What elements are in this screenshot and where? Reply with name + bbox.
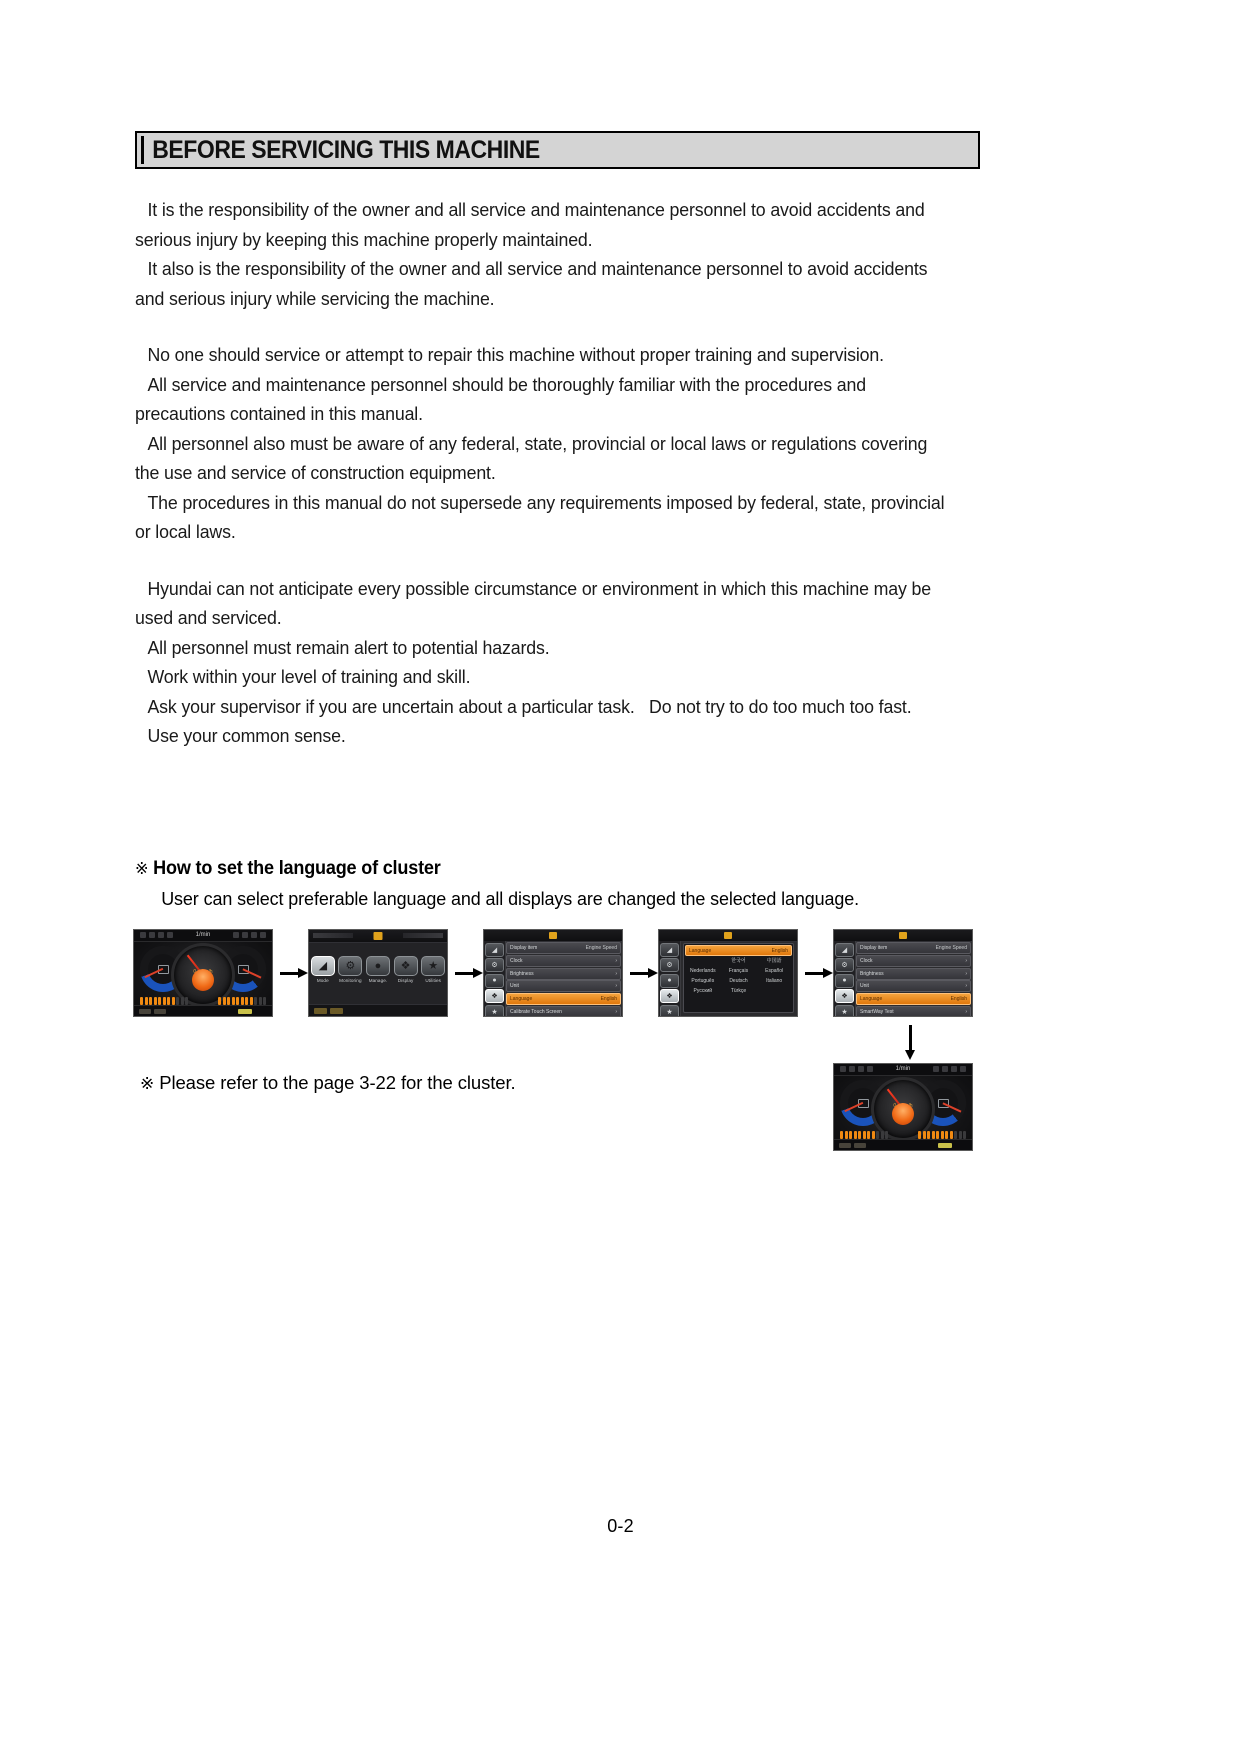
settings-row-value: ›	[965, 957, 967, 964]
settings-row-label: Unit	[860, 983, 869, 990]
sidebar-item-display[interactable]: ❖	[485, 989, 504, 1003]
language-selected-row[interactable]	[685, 945, 792, 956]
paragraph-3: No one should service or attempt to repair this machine without proper training and supervision.	[147, 344, 884, 365]
flow-arrow-down	[905, 1025, 915, 1061]
cluster-fuel-bargraph	[840, 1131, 888, 1139]
paragraph-9: Work within your level of training and skill.	[147, 666, 471, 687]
cluster-reference-note	[140, 1072, 516, 1094]
sidebar-item-monitoring[interactable]: ⚙	[835, 958, 854, 972]
sidebar-item-mode[interactable]: ◢	[660, 943, 679, 957]
language-section-subtext: User can select preferable language and all displays are changed the selected language.	[161, 888, 860, 909]
cluster-gauge-screen-result	[834, 1064, 972, 1150]
paragraph-gap-2	[135, 547, 985, 574]
cluster-temp-bargraph	[918, 1131, 966, 1139]
language-option[interactable]: Italiano	[766, 978, 783, 984]
settings-row-value: ›	[615, 957, 617, 964]
flow-panel-main-menu	[308, 929, 448, 1017]
settings-row-value: Engine Speed	[935, 945, 967, 951]
sidebar-item-manage[interactable]: ●	[485, 974, 504, 988]
settings-row-label: Unit	[510, 983, 519, 990]
settings-row-value: English	[950, 996, 967, 1003]
paragraph-4: All service and maintenance personnel should be thoroughly familiar with the procedures and precautions contained in this manual.	[135, 373, 871, 424]
sidebar-item-utilities[interactable]: ★	[835, 1005, 854, 1018]
settings-row-unit[interactable]	[856, 980, 971, 992]
settings-row-unit[interactable]	[506, 980, 621, 992]
machine-status-icon	[549, 932, 557, 939]
settings-row-label: Clock	[510, 957, 523, 964]
settings-row-value: English	[600, 996, 617, 1003]
settings-row-label: Calibrate Touch Screen	[510, 1008, 562, 1015]
paragraph-8: All personnel must remain alert to potential hazards.	[147, 636, 550, 658]
menu-item-mode-label: Mode	[316, 978, 329, 983]
section-header-inner	[141, 136, 978, 164]
settings-row-clock[interactable]	[856, 955, 971, 967]
settings-row-value: ›	[615, 983, 617, 990]
cluster-reference-note-text: Please refer to the page 3-22 for the cluster.	[159, 1072, 516, 1093]
language-option[interactable]: 中国語	[766, 958, 782, 964]
language-option[interactable]: 한국어	[731, 958, 746, 964]
page-number: 0-2	[607, 1516, 634, 1536]
tachometer-hub	[192, 969, 214, 991]
language-option[interactable]: Deutsch	[729, 978, 748, 984]
cluster-rpm-label: 1/min	[895, 1066, 911, 1072]
language-section-heading-text: How to set the language of cluster	[153, 858, 441, 879]
sidebar-item-manage[interactable]: ●	[835, 974, 854, 988]
flow-panel-cluster-start	[133, 929, 273, 1017]
language-option[interactable]: Русский	[693, 988, 713, 994]
language-setting-flow	[133, 929, 993, 1024]
flow-panel-display-settings	[483, 929, 623, 1017]
menu-item-mode[interactable]	[310, 956, 335, 983]
cluster-top-indicator-strip	[134, 930, 272, 942]
flow-arrow-3	[630, 968, 658, 978]
flow-panel-cluster-result	[833, 1063, 973, 1151]
machine-status-icon	[899, 932, 907, 939]
manage-icon: ●	[374, 959, 382, 972]
reference-mark-icon: ※	[135, 859, 149, 878]
settings-row-brightness[interactable]	[506, 968, 621, 980]
reference-mark-icon: ※	[140, 1074, 155, 1093]
flow-arrow-2	[455, 968, 483, 978]
language-select-screen	[659, 930, 797, 1016]
menu-item-display-label: Display	[397, 978, 414, 983]
paragraph-11: Use your common sense.	[147, 725, 346, 746]
utilities-icon: ★	[428, 959, 439, 972]
mode-icon: ◢	[318, 959, 328, 972]
machine-status-icon	[724, 932, 732, 939]
body-text	[135, 195, 985, 751]
settings-sidebar	[834, 941, 856, 1016]
settings-row-value: ›	[965, 1008, 967, 1015]
menu-item-monitoring-label: Monitoring	[339, 978, 362, 983]
flow-panel-display-settings-after	[833, 929, 973, 1017]
settings-row-display-item[interactable]	[856, 942, 971, 954]
main-menu-screen	[309, 930, 447, 1016]
cluster-bottom-strip	[134, 1005, 272, 1016]
sidebar-item-mode[interactable]: ◢	[835, 943, 854, 957]
cluster-temp-bargraph	[218, 997, 266, 1005]
settings-row-list	[506, 942, 621, 1015]
settings-row-label: Display item	[510, 945, 538, 951]
sidebar-item-monitoring[interactable]: ⚙	[485, 958, 504, 972]
language-options-panel	[683, 943, 794, 1013]
settings-row-language[interactable]	[856, 993, 971, 1005]
settings-row-label: Brightness	[860, 970, 884, 977]
monitoring-icon: ⚙	[345, 959, 356, 972]
menu-item-manage[interactable]	[365, 956, 390, 983]
settings-row-value: ›	[615, 970, 617, 977]
menu-item-monitoring[interactable]	[338, 956, 363, 983]
settings-row-calibrate-touch-screen[interactable]	[506, 1006, 621, 1017]
sidebar-item-manage[interactable]: ●	[660, 974, 679, 988]
display-settings-screen-after	[834, 930, 972, 1016]
menu-item-utilities-label: Utilities	[425, 978, 442, 983]
flow-arrow-1	[280, 968, 308, 978]
flow-panel-language-select	[658, 929, 798, 1017]
paragraph-1: It is the responsibility of the owner and all service and maintenance personnel to avoid accidents and serious injury by keeping this machine properly maintained.	[135, 199, 930, 250]
menu-icon-row	[309, 956, 447, 983]
tachometer-hub	[892, 1103, 914, 1125]
display-settings-screen	[484, 930, 622, 1016]
settings-row-label: Language	[860, 996, 883, 1003]
sidebar-item-utilities[interactable]: ★	[485, 1005, 504, 1018]
settings-row-language[interactable]	[506, 993, 621, 1005]
settings-row-value: ›	[965, 983, 967, 990]
paragraph-2: It also is the responsibility of the owner and all service and maintenance personnel to avoid accidents and serious injury while servicing the machine.	[135, 258, 933, 309]
settings-row-value: ›	[615, 1008, 617, 1015]
language-option[interactable]: Português	[691, 978, 715, 984]
paragraph-5: All personnel also must be aware of any federal, state, provincial or local laws or regulations covering the use and service of construction equipment.	[135, 432, 932, 483]
settings-row-value: ›	[965, 970, 967, 977]
cluster-fuel-bargraph	[140, 997, 188, 1005]
language-option[interactable]	[685, 957, 721, 966]
settings-row-brightness[interactable]	[856, 968, 971, 980]
sidebar-item-mode[interactable]: ◢	[485, 943, 504, 957]
display-icon: ❖	[400, 959, 411, 972]
settings-row-label: Clock	[860, 957, 873, 964]
menu-title-bar	[309, 930, 447, 943]
settings-row-label: Language	[510, 996, 533, 1003]
cluster-gauge-screen	[134, 930, 272, 1016]
language-option[interactable]	[756, 987, 792, 996]
cluster-top-indicator-strip	[834, 1064, 972, 1076]
settings-row-label: Brightness	[510, 970, 534, 977]
language-option[interactable]: Español	[765, 968, 784, 974]
menu-item-display[interactable]	[393, 956, 418, 983]
language-row-value: English	[771, 947, 788, 954]
language-section	[135, 858, 995, 910]
paragraph-gap-1	[135, 313, 985, 340]
paragraph-10: Ask your supervisor if you are uncertain about a particular task. Do not try to do too much too fast.	[147, 695, 912, 717]
settings-row-smartway-test[interactable]	[856, 1006, 971, 1017]
machine-status-icon	[374, 932, 383, 940]
flow-arrow-4	[805, 968, 833, 978]
language-option-grid	[685, 957, 792, 996]
settings-row-label: SmartWay Test	[860, 1008, 894, 1015]
menu-item-utilities[interactable]	[421, 956, 446, 983]
settings-sidebar	[484, 941, 506, 1016]
page-title: BEFORE SERVICING THIS MACHINE	[152, 135, 540, 164]
section-header-bar	[135, 131, 980, 169]
sidebar-item-utilities[interactable]: ★	[660, 1005, 679, 1018]
settings-row-display-item[interactable]	[506, 942, 621, 954]
settings-sidebar	[659, 941, 681, 1016]
cluster-bottom-strip	[834, 1139, 972, 1150]
settings-row-label: Display item	[860, 945, 888, 951]
sidebar-item-display[interactable]: ❖	[660, 989, 679, 1003]
sidebar-item-monitoring[interactable]: ⚙	[660, 958, 679, 972]
language-option[interactable]: Nederlands	[690, 968, 716, 974]
language-row-label: Language	[689, 947, 712, 954]
menu-item-manage-label: Manage.	[368, 978, 388, 983]
paragraph-6: The procedures in this manual do not supersede any requirements imposed by federal, state, provincial or local laws.	[135, 491, 950, 542]
paragraph-7: Hyundai can not anticipate every possible circumstance or environment in which this machine may be used and serviced.	[135, 577, 936, 628]
menu-bottom-bar	[309, 1004, 447, 1016]
sidebar-item-display[interactable]: ❖	[835, 989, 854, 1003]
cluster-rpm-label: 1/min	[195, 932, 211, 938]
language-option[interactable]: Türkçe	[730, 988, 747, 994]
language-section-heading	[135, 858, 952, 880]
settings-row-list	[856, 942, 971, 1015]
language-option[interactable]: Français	[728, 968, 749, 974]
settings-row-clock[interactable]	[506, 955, 621, 967]
settings-row-value: Engine Speed	[585, 945, 617, 951]
